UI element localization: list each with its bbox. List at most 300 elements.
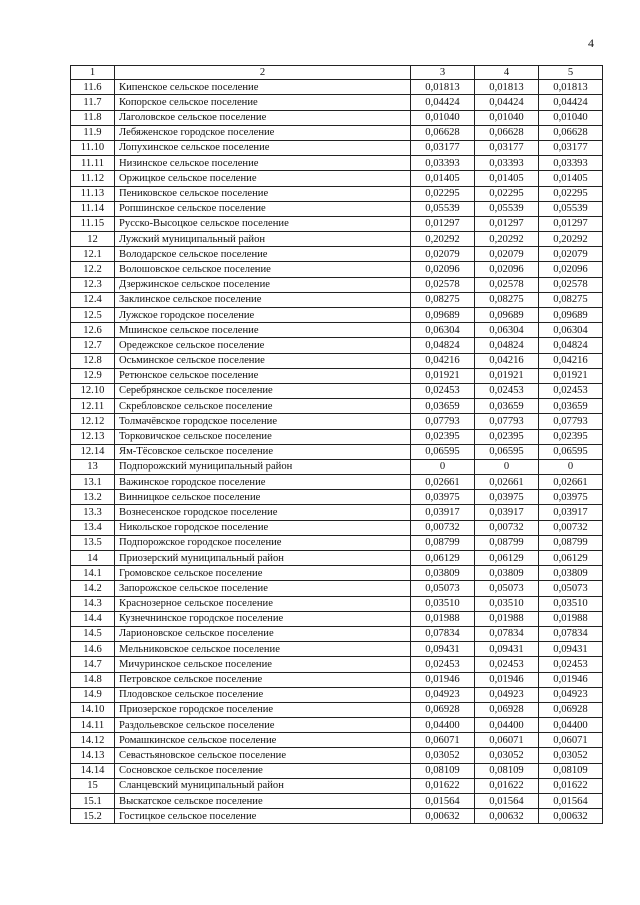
row-value-col5-cell: 0,20292 — [539, 232, 603, 247]
row-value-col5-cell: 0,02395 — [539, 429, 603, 444]
row-value-col3-cell: 0,00732 — [411, 520, 475, 535]
row-name-cell: Володарское сельское поселение — [115, 247, 411, 262]
row-number-cell: 12.3 — [71, 277, 115, 292]
row-number-cell: 15.1 — [71, 794, 115, 809]
row-value-col3-cell: 0,07793 — [411, 414, 475, 429]
row-value-col4-cell: 0,09689 — [475, 308, 539, 323]
table-row — [71, 277, 603, 292]
row-number-cell: 12.9 — [71, 368, 115, 383]
row-name-cell: Мельниковское сельское поселение — [115, 642, 411, 657]
row-value-col4-cell: 0,02395 — [475, 429, 539, 444]
row-name-cell: Мичуринское сельское поселение — [115, 657, 411, 672]
row-value-col4-cell: 0,01622 — [475, 778, 539, 793]
row-value-col5-cell: 0,02079 — [539, 247, 603, 262]
table-row — [71, 292, 603, 307]
row-number-cell: 12.4 — [71, 292, 115, 307]
table-row — [71, 232, 603, 247]
row-value-col5-cell: 0,04216 — [539, 353, 603, 368]
table-row — [71, 338, 603, 353]
row-number-cell: 14.6 — [71, 642, 115, 657]
row-value-col4-cell: 0,03052 — [475, 748, 539, 763]
row-name-cell: Оредежское сельское поселение — [115, 338, 411, 353]
row-number-cell: 12 — [71, 232, 115, 247]
table-row — [71, 718, 603, 733]
row-value-col3-cell: 0,09689 — [411, 308, 475, 323]
row-value-col4-cell: 0 — [475, 459, 539, 474]
row-value-col4-cell: 0,02453 — [475, 657, 539, 672]
table-header-row — [71, 66, 603, 80]
row-value-col4-cell: 0,02295 — [475, 186, 539, 201]
row-number-cell: 14.11 — [71, 718, 115, 733]
row-value-col3-cell: 0,02096 — [411, 262, 475, 277]
table-row — [71, 794, 603, 809]
row-value-col4-cell: 0,03510 — [475, 596, 539, 611]
row-number-cell: 13.5 — [71, 535, 115, 550]
row-value-col5-cell: 0,06129 — [539, 551, 603, 566]
row-value-col4-cell: 0,06304 — [475, 323, 539, 338]
row-value-col3-cell: 0,01622 — [411, 778, 475, 793]
row-name-cell: Подпорожский муниципальный район — [115, 459, 411, 474]
table-row — [71, 429, 603, 444]
row-value-col5-cell: 0 — [539, 459, 603, 474]
row-name-cell: Толмачёвское городское поселение — [115, 414, 411, 429]
row-value-col5-cell: 0,08275 — [539, 292, 603, 307]
row-value-col5-cell: 0,06071 — [539, 733, 603, 748]
row-number-cell: 11.10 — [71, 140, 115, 155]
row-name-cell: Серебрянское сельское поселение — [115, 383, 411, 398]
row-value-col5-cell: 0,09431 — [539, 642, 603, 657]
row-value-col3-cell: 0,20292 — [411, 232, 475, 247]
row-name-cell: Дзержинское сельское поселение — [115, 277, 411, 292]
row-value-col3-cell: 0,01405 — [411, 171, 475, 186]
table-row — [71, 657, 603, 672]
row-name-cell: Лебяженское городское поселение — [115, 125, 411, 140]
row-name-cell: Ромашкинское сельское поселение — [115, 733, 411, 748]
table-row — [71, 80, 603, 95]
row-value-col5-cell: 0,06628 — [539, 125, 603, 140]
row-value-col3-cell: 0,05539 — [411, 201, 475, 216]
row-value-col3-cell: 0,04923 — [411, 687, 475, 702]
row-name-cell: Севастьяновское сельское поселение — [115, 748, 411, 763]
row-value-col5-cell: 0,01946 — [539, 672, 603, 687]
row-value-col4-cell: 0,00732 — [475, 520, 539, 535]
row-value-col4-cell: 0,03917 — [475, 505, 539, 520]
row-name-cell: Русско-Высоцкое сельское поселение — [115, 216, 411, 231]
row-value-col5-cell: 0,03177 — [539, 140, 603, 155]
row-value-col3-cell: 0,01813 — [411, 80, 475, 95]
row-value-col4-cell: 0,03393 — [475, 156, 539, 171]
row-value-col3-cell: 0,08109 — [411, 763, 475, 778]
row-value-col3-cell: 0,03917 — [411, 505, 475, 520]
row-value-col5-cell: 0,03052 — [539, 748, 603, 763]
row-name-cell: Лужское городское поселение — [115, 308, 411, 323]
row-value-col4-cell: 0,08109 — [475, 763, 539, 778]
row-value-col3-cell: 0,01564 — [411, 794, 475, 809]
row-name-cell: Пениковское сельское поселение — [115, 186, 411, 201]
row-number-cell: 11.9 — [71, 125, 115, 140]
row-number-cell: 14.7 — [71, 657, 115, 672]
row-number-cell: 11.13 — [71, 186, 115, 201]
row-value-col4-cell: 0,03975 — [475, 490, 539, 505]
row-value-col3-cell: 0,01988 — [411, 611, 475, 626]
header-col-4: 4 — [475, 66, 539, 80]
row-value-col4-cell: 0,03659 — [475, 399, 539, 414]
row-value-col4-cell: 0,02079 — [475, 247, 539, 262]
row-value-col4-cell: 0,07793 — [475, 414, 539, 429]
table-row — [71, 611, 603, 626]
table-row — [71, 490, 603, 505]
row-name-cell: Копорское сельское поселение — [115, 95, 411, 110]
row-value-col3-cell: 0,08275 — [411, 292, 475, 307]
table-row — [71, 186, 603, 201]
table-row — [71, 110, 603, 125]
table-row — [71, 733, 603, 748]
table-row — [71, 672, 603, 687]
row-value-col4-cell: 0,01405 — [475, 171, 539, 186]
row-value-col4-cell: 0,06595 — [475, 444, 539, 459]
row-value-col3-cell: 0,04824 — [411, 338, 475, 353]
row-value-col3-cell: 0,02661 — [411, 475, 475, 490]
page-number: 4 — [588, 36, 594, 50]
row-value-col3-cell: 0,08799 — [411, 535, 475, 550]
row-value-col4-cell: 0,06129 — [475, 551, 539, 566]
row-value-col4-cell: 0,04424 — [475, 95, 539, 110]
row-number-cell: 11.15 — [71, 216, 115, 231]
row-name-cell: Плодовское сельское поселение — [115, 687, 411, 702]
row-value-col4-cell: 0,02453 — [475, 383, 539, 398]
row-value-col5-cell: 0,01988 — [539, 611, 603, 626]
row-value-col5-cell: 0,01921 — [539, 368, 603, 383]
table-row — [71, 399, 603, 414]
row-name-cell: Никольское городское поселение — [115, 520, 411, 535]
row-value-col3-cell: 0,07834 — [411, 626, 475, 641]
row-value-col4-cell: 0,04400 — [475, 718, 539, 733]
row-number-cell: 15.2 — [71, 809, 115, 824]
row-value-col4-cell: 0,20292 — [475, 232, 539, 247]
row-value-col3-cell: 0,06595 — [411, 444, 475, 459]
row-value-col3-cell: 0,05073 — [411, 581, 475, 596]
row-number-cell: 14.14 — [71, 763, 115, 778]
row-value-col4-cell: 0,07834 — [475, 626, 539, 641]
row-value-col3-cell: 0,03052 — [411, 748, 475, 763]
row-number-cell: 12.6 — [71, 323, 115, 338]
row-number-cell: 12.14 — [71, 444, 115, 459]
row-name-cell: Лаголовское сельское поселение — [115, 110, 411, 125]
row-value-col4-cell: 0,01921 — [475, 368, 539, 383]
header-col-5: 5 — [539, 66, 603, 80]
row-name-cell: Вознесенское городское поселение — [115, 505, 411, 520]
row-name-cell: Сосновское сельское поселение — [115, 763, 411, 778]
row-number-cell: 13.2 — [71, 490, 115, 505]
row-value-col5-cell: 0,03393 — [539, 156, 603, 171]
row-value-col5-cell: 0,02578 — [539, 277, 603, 292]
table-row — [71, 475, 603, 490]
table-row — [71, 353, 603, 368]
row-value-col5-cell: 0,04824 — [539, 338, 603, 353]
row-value-col3-cell: 0,01946 — [411, 672, 475, 687]
row-number-cell: 11.14 — [71, 201, 115, 216]
row-value-col5-cell: 0,02453 — [539, 657, 603, 672]
table-row — [71, 201, 603, 216]
row-value-col3-cell: 0,02079 — [411, 247, 475, 262]
row-value-col4-cell: 0,05073 — [475, 581, 539, 596]
table-row — [71, 262, 603, 277]
row-number-cell: 11.12 — [71, 171, 115, 186]
table-row — [71, 140, 603, 155]
row-number-cell: 11.8 — [71, 110, 115, 125]
row-name-cell: Ларионовское сельское поселение — [115, 626, 411, 641]
row-value-col4-cell: 0,01946 — [475, 672, 539, 687]
row-value-col3-cell: 0,03510 — [411, 596, 475, 611]
table-row — [71, 809, 603, 824]
row-value-col3-cell: 0,06071 — [411, 733, 475, 748]
row-value-col5-cell: 0,02453 — [539, 383, 603, 398]
row-name-cell: Лужский муниципальный район — [115, 232, 411, 247]
table-row — [71, 642, 603, 657]
row-value-col5-cell: 0,01813 — [539, 80, 603, 95]
row-value-col4-cell: 0,06628 — [475, 125, 539, 140]
row-name-cell: Оржицкое сельское поселение — [115, 171, 411, 186]
row-number-cell: 11.6 — [71, 80, 115, 95]
row-value-col4-cell: 0,01040 — [475, 110, 539, 125]
row-value-col4-cell: 0,02661 — [475, 475, 539, 490]
row-value-col3-cell: 0,01297 — [411, 216, 475, 231]
row-value-col4-cell: 0,01813 — [475, 80, 539, 95]
table-row — [71, 520, 603, 535]
row-value-col5-cell: 0,01622 — [539, 778, 603, 793]
table-row — [71, 505, 603, 520]
row-number-cell: 14.12 — [71, 733, 115, 748]
table-row — [71, 702, 603, 717]
row-name-cell: Краснозерное сельское поселение — [115, 596, 411, 611]
row-number-cell: 13.1 — [71, 475, 115, 490]
row-number-cell: 14.5 — [71, 626, 115, 641]
row-value-col5-cell: 0,07834 — [539, 626, 603, 641]
row-value-col5-cell: 0,04400 — [539, 718, 603, 733]
header-col-3: 3 — [411, 66, 475, 80]
row-name-cell: Скребловское сельское поселение — [115, 399, 411, 414]
table-row — [71, 216, 603, 231]
row-value-col3-cell: 0,02453 — [411, 383, 475, 398]
row-value-col5-cell: 0,05539 — [539, 201, 603, 216]
header-col-1: 1 — [71, 66, 115, 80]
row-number-cell: 13 — [71, 459, 115, 474]
row-value-col5-cell: 0,06304 — [539, 323, 603, 338]
row-name-cell: Мшинское сельское поселение — [115, 323, 411, 338]
table-row — [71, 247, 603, 262]
row-value-col4-cell: 0,04824 — [475, 338, 539, 353]
row-value-col5-cell: 0,08109 — [539, 763, 603, 778]
row-value-col4-cell: 0,01297 — [475, 216, 539, 231]
table-row — [71, 95, 603, 110]
row-number-cell: 14.3 — [71, 596, 115, 611]
row-value-col4-cell: 0,04923 — [475, 687, 539, 702]
row-number-cell: 14 — [71, 551, 115, 566]
row-value-col3-cell: 0,04424 — [411, 95, 475, 110]
table-row — [71, 551, 603, 566]
row-number-cell: 12.12 — [71, 414, 115, 429]
row-number-cell: 14.9 — [71, 687, 115, 702]
row-value-col5-cell: 0,03659 — [539, 399, 603, 414]
table-row — [71, 763, 603, 778]
row-name-cell: Громовское сельское поселение — [115, 566, 411, 581]
header-col-2: 2 — [115, 66, 411, 80]
row-value-col5-cell: 0,06595 — [539, 444, 603, 459]
row-value-col4-cell: 0,03177 — [475, 140, 539, 155]
row-name-cell: Раздольевское сельское поселение — [115, 718, 411, 733]
row-value-col3-cell: 0,03177 — [411, 140, 475, 155]
row-value-col3-cell: 0,00632 — [411, 809, 475, 824]
row-name-cell: Низинское сельское поселение — [115, 156, 411, 171]
row-value-col5-cell: 0,00632 — [539, 809, 603, 824]
row-name-cell: Сланцевский муниципальный район — [115, 778, 411, 793]
row-value-col3-cell: 0,01040 — [411, 110, 475, 125]
row-value-col3-cell: 0,01921 — [411, 368, 475, 383]
row-value-col4-cell: 0,08275 — [475, 292, 539, 307]
row-value-col3-cell: 0,06304 — [411, 323, 475, 338]
row-value-col5-cell: 0,04923 — [539, 687, 603, 702]
row-value-col5-cell: 0,07793 — [539, 414, 603, 429]
row-number-cell: 12.5 — [71, 308, 115, 323]
row-number-cell: 11.11 — [71, 156, 115, 171]
table-row — [71, 596, 603, 611]
row-value-col3-cell: 0 — [411, 459, 475, 474]
row-value-col4-cell: 0,03809 — [475, 566, 539, 581]
row-value-col4-cell: 0,02096 — [475, 262, 539, 277]
row-number-cell: 12.2 — [71, 262, 115, 277]
row-value-col4-cell: 0,06071 — [475, 733, 539, 748]
row-value-col5-cell: 0,01297 — [539, 216, 603, 231]
row-name-cell: Приозерское городское поселение — [115, 702, 411, 717]
row-name-cell: Важинское городское поселение — [115, 475, 411, 490]
row-number-cell: 12.8 — [71, 353, 115, 368]
table-row — [71, 171, 603, 186]
table-row — [71, 626, 603, 641]
row-name-cell: Ретюнское сельское поселение — [115, 368, 411, 383]
row-value-col5-cell: 0,01040 — [539, 110, 603, 125]
row-name-cell: Ям-Тёсовское сельское поселение — [115, 444, 411, 459]
row-number-cell: 14.1 — [71, 566, 115, 581]
table-row — [71, 535, 603, 550]
row-value-col4-cell: 0,01988 — [475, 611, 539, 626]
row-value-col5-cell: 0,03917 — [539, 505, 603, 520]
row-value-col5-cell: 0,06928 — [539, 702, 603, 717]
row-value-col3-cell: 0,04216 — [411, 353, 475, 368]
row-value-col3-cell: 0,02453 — [411, 657, 475, 672]
row-value-col5-cell: 0,00732 — [539, 520, 603, 535]
row-name-cell: Петровское сельское поселение — [115, 672, 411, 687]
row-value-col5-cell: 0,09689 — [539, 308, 603, 323]
row-number-cell: 12.1 — [71, 247, 115, 262]
row-number-cell: 12.7 — [71, 338, 115, 353]
row-value-col5-cell: 0,08799 — [539, 535, 603, 550]
row-value-col5-cell: 0,02661 — [539, 475, 603, 490]
row-number-cell: 11.7 — [71, 95, 115, 110]
row-value-col5-cell: 0,04424 — [539, 95, 603, 110]
row-name-cell: Кузнечнинское городское поселение — [115, 611, 411, 626]
row-number-cell: 12.10 — [71, 383, 115, 398]
row-value-col3-cell: 0,03809 — [411, 566, 475, 581]
row-number-cell: 14.13 — [71, 748, 115, 763]
row-value-col5-cell: 0,03809 — [539, 566, 603, 581]
row-number-cell: 13.4 — [71, 520, 115, 535]
row-name-cell: Выскатское сельское поселение — [115, 794, 411, 809]
table-row — [71, 687, 603, 702]
table-row — [71, 778, 603, 793]
row-value-col4-cell: 0,04216 — [475, 353, 539, 368]
row-value-col5-cell: 0,02096 — [539, 262, 603, 277]
row-name-cell: Лопухинское сельское поселение — [115, 140, 411, 155]
row-value-col3-cell: 0,02395 — [411, 429, 475, 444]
table-row — [71, 125, 603, 140]
row-value-col3-cell: 0,02295 — [411, 186, 475, 201]
row-value-col3-cell: 0,06628 — [411, 125, 475, 140]
row-number-cell: 15 — [71, 778, 115, 793]
table-row — [71, 383, 603, 398]
row-value-col3-cell: 0,03659 — [411, 399, 475, 414]
row-number-cell: 14.10 — [71, 702, 115, 717]
row-value-col5-cell: 0,03510 — [539, 596, 603, 611]
row-value-col4-cell: 0,00632 — [475, 809, 539, 824]
row-name-cell: Винницкое сельское поселение — [115, 490, 411, 505]
row-number-cell: 12.11 — [71, 399, 115, 414]
row-value-col4-cell: 0,05539 — [475, 201, 539, 216]
table-row — [71, 368, 603, 383]
row-value-col3-cell: 0,03975 — [411, 490, 475, 505]
row-name-cell: Подпорожское городское поселение — [115, 535, 411, 550]
row-value-col5-cell: 0,03975 — [539, 490, 603, 505]
row-name-cell: Гостицкое сельское поселение — [115, 809, 411, 824]
row-value-col4-cell: 0,01564 — [475, 794, 539, 809]
row-number-cell: 14.4 — [71, 611, 115, 626]
row-value-col4-cell: 0,02578 — [475, 277, 539, 292]
row-value-col3-cell: 0,04400 — [411, 718, 475, 733]
row-name-cell: Торковичское сельское поселение — [115, 429, 411, 444]
row-number-cell: 14.8 — [71, 672, 115, 687]
row-name-cell: Приозерский муниципальный район — [115, 551, 411, 566]
row-name-cell: Волошовское сельское поселение — [115, 262, 411, 277]
row-name-cell: Кипенское сельское поселение — [115, 80, 411, 95]
table-row — [71, 156, 603, 171]
table-row — [71, 444, 603, 459]
allocation-table — [70, 65, 603, 824]
row-value-col5-cell: 0,01405 — [539, 171, 603, 186]
row-value-col3-cell: 0,06129 — [411, 551, 475, 566]
row-value-col3-cell: 0,03393 — [411, 156, 475, 171]
row-name-cell: Осьминское сельское поселение — [115, 353, 411, 368]
row-number-cell: 12.13 — [71, 429, 115, 444]
row-name-cell: Запорожское сельское поселение — [115, 581, 411, 596]
row-number-cell: 14.2 — [71, 581, 115, 596]
row-number-cell: 13.3 — [71, 505, 115, 520]
row-value-col3-cell: 0,02578 — [411, 277, 475, 292]
row-value-col4-cell: 0,06928 — [475, 702, 539, 717]
table-row — [71, 459, 603, 474]
table-row — [71, 748, 603, 763]
row-value-col5-cell: 0,02295 — [539, 186, 603, 201]
row-value-col4-cell: 0,08799 — [475, 535, 539, 550]
row-name-cell: Ропшинское сельское поселение — [115, 201, 411, 216]
row-value-col3-cell: 0,06928 — [411, 702, 475, 717]
table-row — [71, 566, 603, 581]
table-row — [71, 414, 603, 429]
row-name-cell: Заклинское сельское поселение — [115, 292, 411, 307]
table-row — [71, 581, 603, 596]
row-value-col5-cell: 0,01564 — [539, 794, 603, 809]
row-value-col5-cell: 0,05073 — [539, 581, 603, 596]
row-value-col3-cell: 0,09431 — [411, 642, 475, 657]
row-value-col4-cell: 0,09431 — [475, 642, 539, 657]
